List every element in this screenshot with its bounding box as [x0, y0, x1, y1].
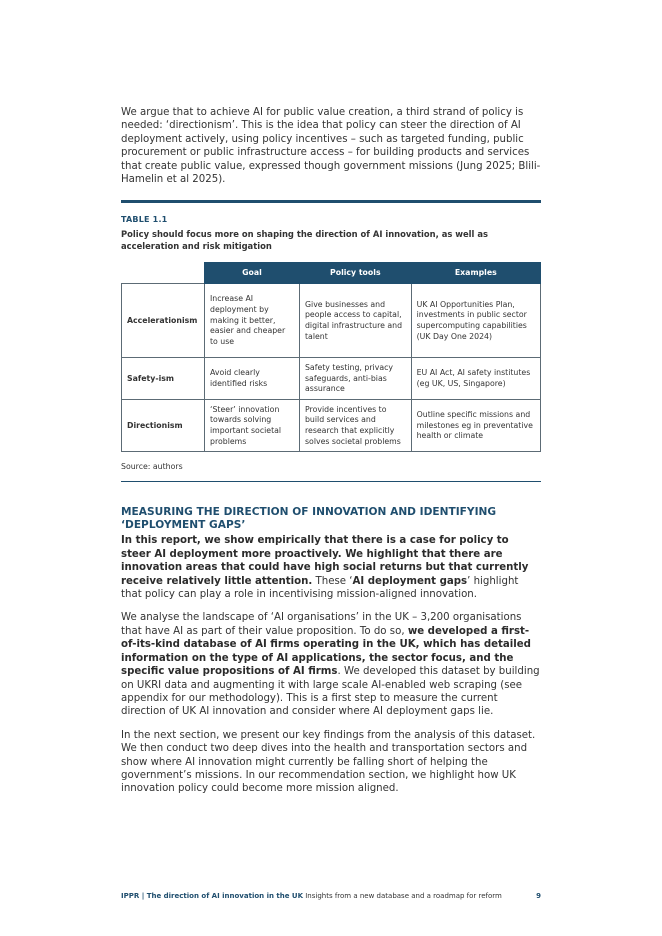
- section-heading: MEASURING THE DIRECTION OF INNOVATION AND IDENTIFYING ‘DEPLOYMENT GAPS’: [121, 506, 497, 532]
- page-content: [121, 106, 541, 806]
- footer-subtitle: Insights from a new database and a roadmap for reform: [303, 892, 502, 900]
- page-footer: [121, 892, 541, 900]
- p2-bold: we developed a first-of-its-kind database of AI firms operating in the UK, which has detailed information on the type of AI applications, the sector focus, and the specific value propositions of AI firms: [121, 625, 531, 678]
- page-number: 9: [536, 892, 541, 900]
- header-goal: Goal: [205, 263, 300, 284]
- p2-pre: We analyse the landscape of ‘AI organisations’ in the UK – 3,200 organisations that have AI as part of their value proposition. To do so,: [121, 612, 522, 637]
- policy-table: [121, 262, 541, 452]
- section-paragraph-1: [121, 534, 541, 601]
- footer-text: [121, 892, 502, 900]
- table-header-row: [122, 263, 541, 284]
- row-tools: Give businesses and people access to capital, digital infrastructure and talent: [299, 284, 411, 358]
- header-examples: Examples: [411, 263, 540, 284]
- row-examples: Outline specific missions and milestones eg in preventative health or climate: [411, 400, 540, 452]
- row-examples: UK AI Opportunities Plan, investments in public sector supercomputing capabilities (UK Day One 2024): [411, 284, 540, 358]
- section-paragraph-3: In the next section, we present our key findings from the analysis of this dataset. We then conduct two deep dives into the health and transportation sectors and show where AI innovation might currently be falling short of helping the government’s missions. In our recommendation section, we highlight how UK innovation policy could become more mission aligned.: [121, 729, 536, 795]
- row-goal: Increase AI deployment by making it better, easier and cheaper to use: [205, 284, 300, 358]
- header-policy-tools: Policy tools: [299, 263, 411, 284]
- row-name: Safety-ism: [122, 358, 205, 400]
- p1-post: ’ highlight that policy can play a role in incentivising mission-aligned innovation.: [121, 575, 519, 601]
- row-name: Accelerationism: [122, 284, 205, 358]
- intro-paragraph: We argue that to achieve AI for public value creation, a third strand of policy is needed: ‘directionism’. This is the idea that policy can steer the direction of AI deployment actively, using policy incentives – such as targeted funding, public procurement or public infrastructure access – for building products and services that create public value, expressed though government missions (Jung 2025; Blili-Hamelin et al 2025).: [121, 107, 541, 186]
- footer-title: The direction of AI innovation in the UK: [146, 892, 304, 900]
- table-row: [122, 358, 541, 400]
- row-name: Directionism: [122, 400, 205, 452]
- row-tools: Safety testing, privacy safeguards, anti-bias assurance: [299, 358, 411, 400]
- row-goal: Avoid clearly identified risks: [205, 358, 300, 400]
- table-corner-cell: [122, 263, 205, 284]
- p1-pre: These ‘: [312, 575, 353, 587]
- table-row: [122, 284, 541, 358]
- p1-bold: In this report, we show empirically that there is a case for policy to steer AI deployment more proactively. We highlight that there are innovation areas that could have high social returns but that currently receive relatively little attention.: [121, 535, 529, 587]
- table-top-rule: [121, 200, 541, 203]
- footer-brand: IPPR: [121, 892, 140, 900]
- row-goal: ‘Steer’ innovation towards solving important societal problems: [205, 400, 300, 452]
- footer-separator: |: [139, 892, 147, 900]
- table-row: [122, 400, 541, 452]
- table-source: Source: authors: [121, 462, 183, 472]
- p1-bold-term: AI deployment gaps: [352, 575, 468, 587]
- table-bottom-rule: [121, 481, 541, 482]
- table-label: TABLE 1.1: [121, 215, 168, 225]
- section-paragraph-2: [121, 611, 541, 718]
- row-examples: EU AI Act, AI safety institutes (eg UK, US, Singapore): [411, 358, 540, 400]
- row-tools: Provide incentives to build services and research that explicitly solves societal problems: [299, 400, 411, 452]
- p2-post: . We developed this dataset by building on UKRI data and augmenting it with large scale AI-enabled web scraping (see appendix for our methodology). This is a first step to measure the current direction of UK AI innovation and consider where AI deployment gaps lie.: [121, 666, 540, 718]
- table-title: Policy should focus more on shaping the direction of AI innovation, as well as acceleration and risk mitigation: [121, 229, 488, 251]
